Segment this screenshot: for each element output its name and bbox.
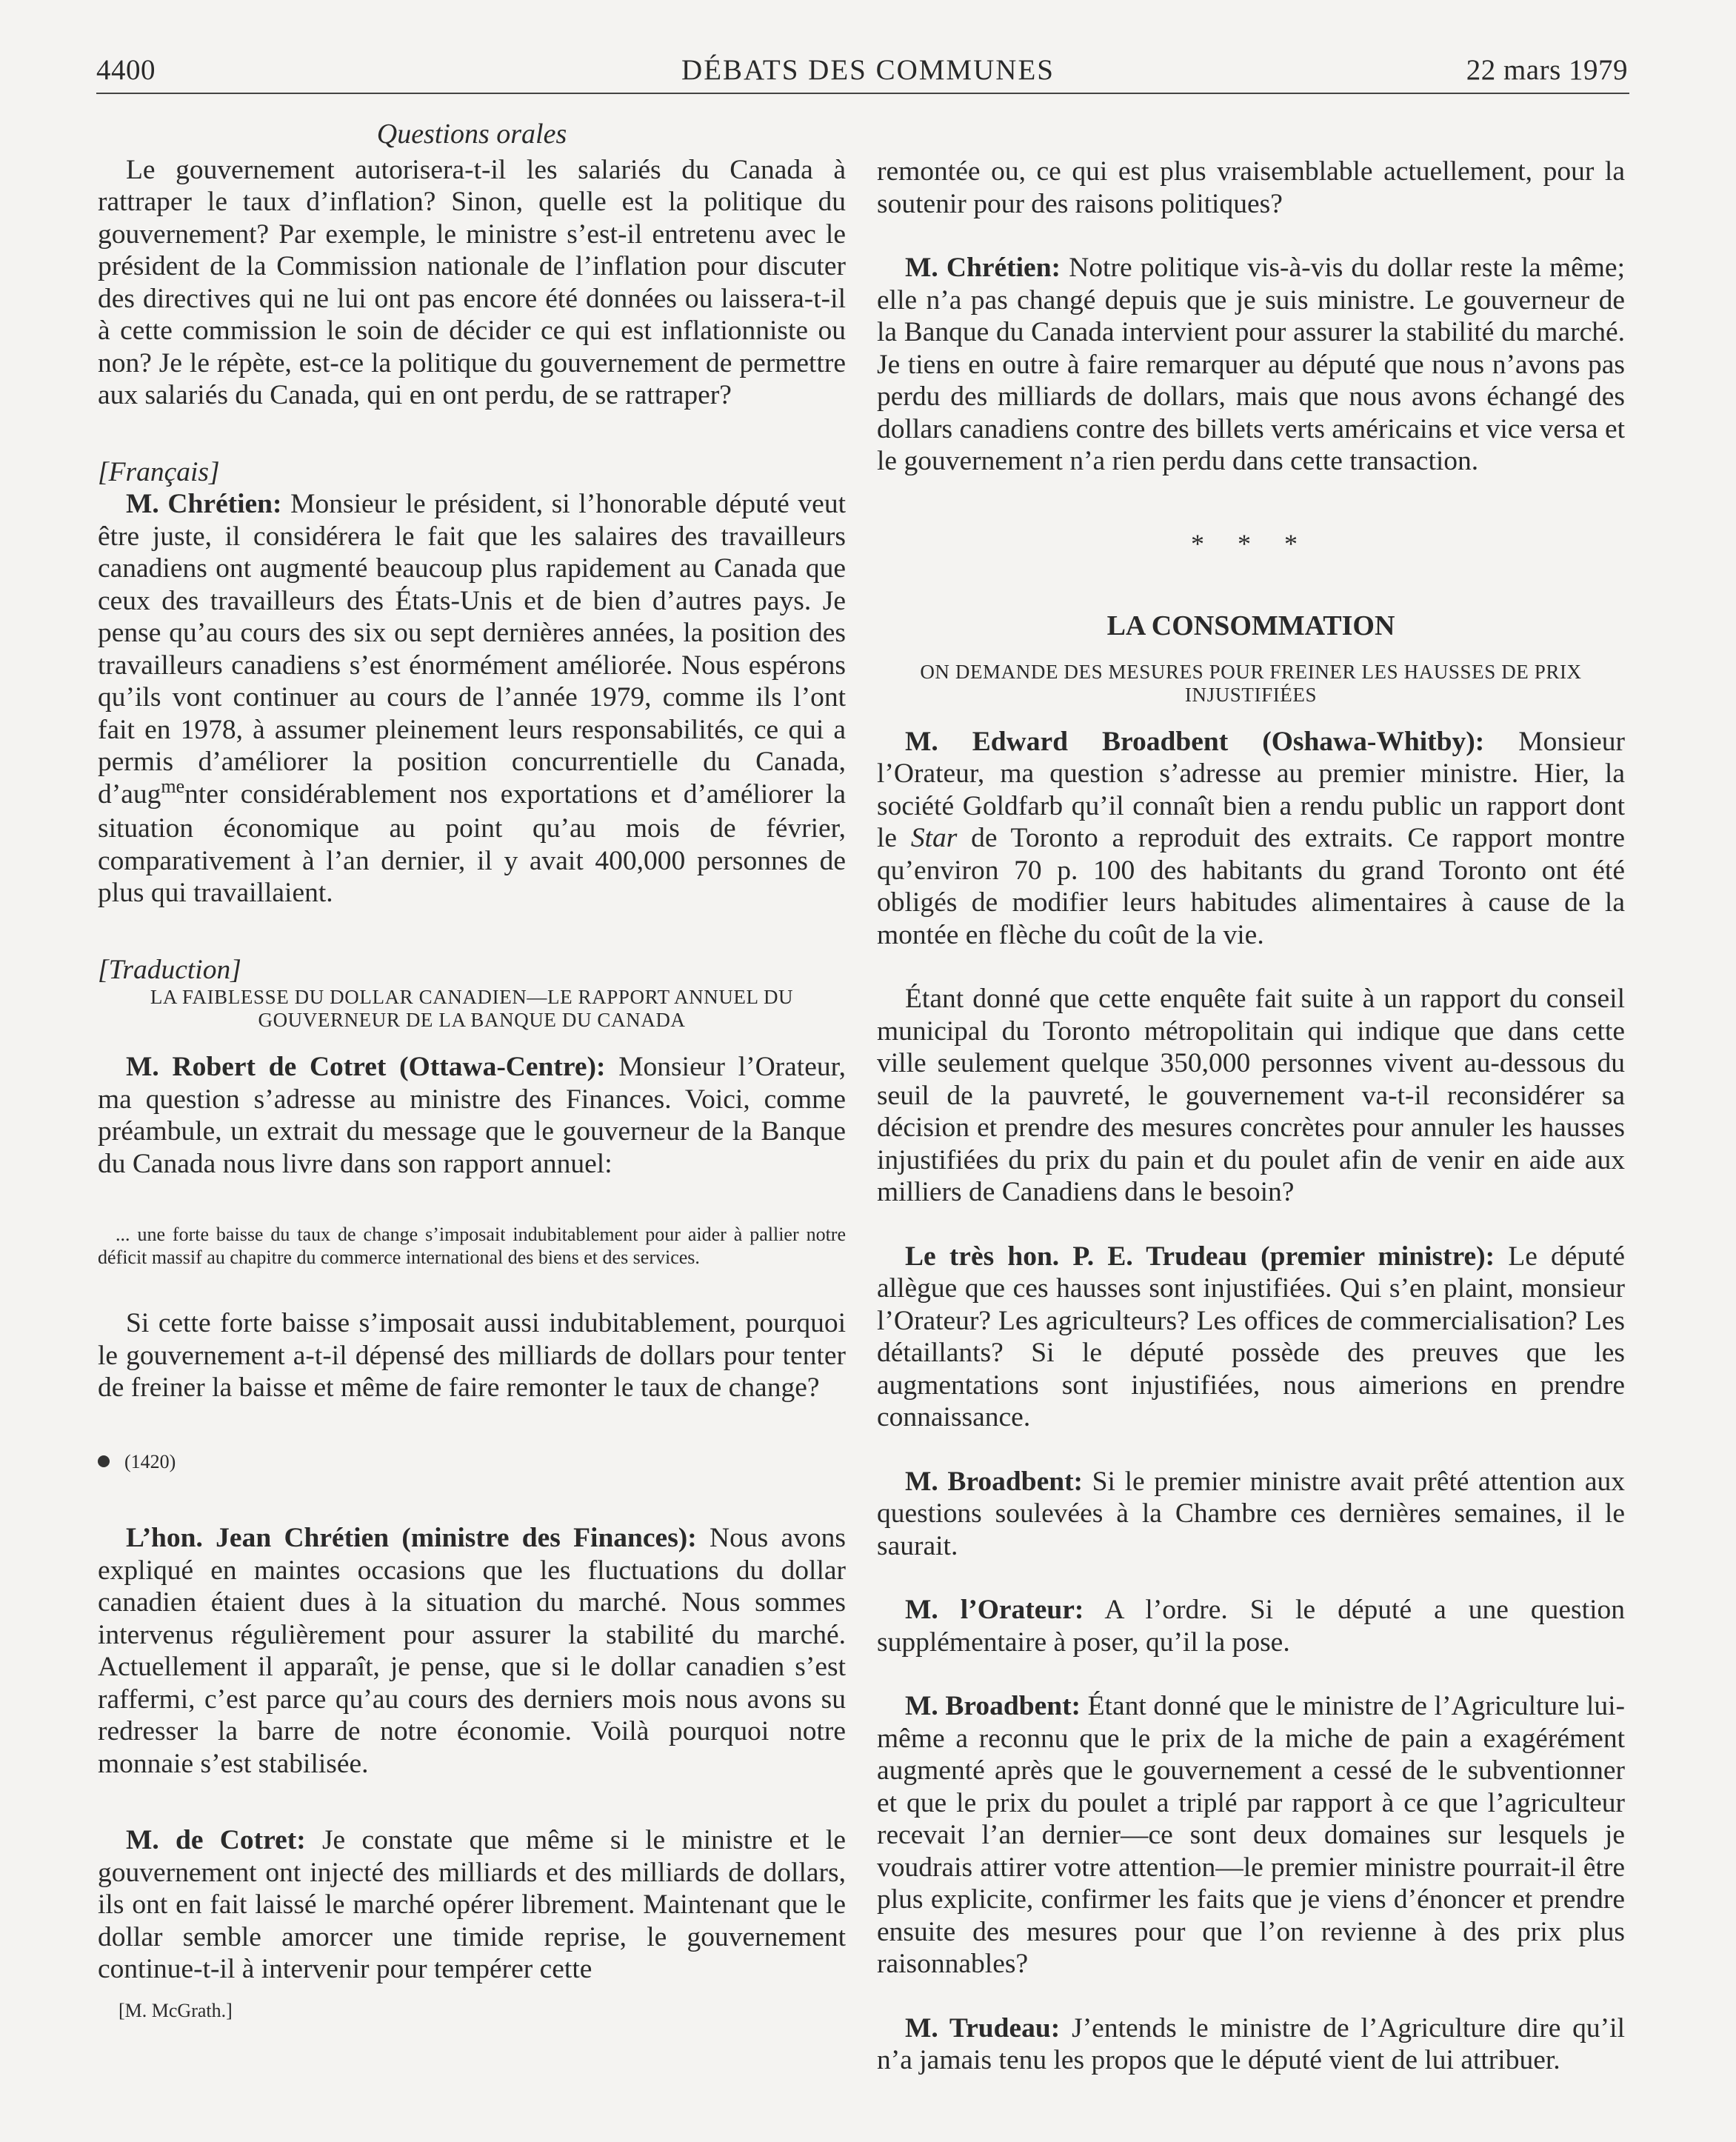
speech-text: J’entends le ministre de l’Agriculture dire qu’il n’a jamais tenu les propos que le député vient de lui attribuer.: [877, 2012, 1626, 2075]
header-rule: [96, 93, 1629, 94]
paragraph: [877, 2012, 1625, 2077]
newspaper-name: Star: [910, 823, 958, 853]
journal-title: DÉBATS DES COMMUNES: [681, 54, 1055, 86]
subheading: LA FAIBLESSE DU DOLLAR CANADIEN—LE RAPPORT ANNUEL DU GOUVERNEUR DE LA BANQUE DU CANADA: [150, 986, 794, 1031]
speech-text: Je constate que même si le ministre et le gouvernement ont injecté des milliards et des milliards de dollars, ils ont en fait laissé le marché opérer librement. Maintenant que le dollar semble amorcer une timide reprise, le gouvernement continue-t-il à intervenir pour tempérer cette: [98, 1825, 846, 1984]
paragraph: [877, 1594, 1625, 1658]
paragraph: [877, 1241, 1625, 1434]
paragraph: [877, 1690, 1625, 1981]
page-number: 4400: [96, 54, 156, 86]
speech-text: Monsieur l’Orateur, ma question s’adresse au ministre des Finances. Voici, comme préambule, un extrait du message que le gouverneur de la Banque du Canada nous livre dans son rapport annuel:: [98, 1052, 846, 1179]
language-tag: [Français]: [98, 456, 220, 487]
speaker-name: M. l’Orateur:: [905, 1595, 1084, 1625]
speaker-name: Le très hon. P. E. Trudeau (premier ministre):: [905, 1241, 1495, 1272]
paragraph: remontée ou, ce qui est plus vraisemblable actuellement, pour la soutenir pour des raisons politiques?: [877, 156, 1625, 219]
speaker-name: L’hon. Jean Chrétien (ministre des Finances):: [126, 1523, 697, 1553]
speech-text: Le député allègue que ces hausses sont injustifiées. Qui s’en plaint, monsieur l’Orateur? Les agriculteurs? Les offices de commercialisation? Les détaillants? Si le député possède des preuves que les augmentations sont injustifiées, nous aimerions en prendre connaissance.: [877, 1241, 1625, 1432]
speech-text: Étant donné que le ministre de l’Agriculture lui-même a reconnu que le prix de la miche de pain a exagérément augmenté après que le gouvernement a cessé de le subventionner et que le prix du poulet a triplé par rapport à ce que l’agriculteur recevait l’an dernier—ce sont deux domaines sur lesquels je voudrais attirer votre attention—le premier ministre pourrait-il être plus explicite, confirmer les faits que je viens d’énoncer et prendre ensuite des mesures pour que l’on revienne à des prix plus raisonnables?: [877, 1691, 1625, 1979]
speech-text: Nous avons expliqué en maintes occasions que les fluctuations du dollar canadien étaient dues à la situation du marché. Nous sommes intervenus régulièrement pour assurer la stabilité du marché. Actuellement il apparaît, je pense, que si le dollar canadien s’est raffermi, c’est parce qu’au cours des derniers mois nous avons su redresser la barre de notre économie. Voilà pourquoi notre monnaie s’est stabilisée.: [98, 1523, 847, 1779]
paragraph: Si cette forte baisse s’imposait aussi indubitablement, pourquoi le gouvernement a-t-il dépensé des milliards de dollars pour tenter de freiner la baisse et même de faire remonter le taux de change?: [98, 1308, 846, 1403]
paragraph: Le gouvernement autorisera-t-il les salariés du Canada à rattraper le taux d’inflation? Sinon, quelle est la politique du gouvernement? Par exemple, le ministre s’est-il entretenu avec le président de la Commission nationale de l’inflation pour discuter des directives qui ne lui ont pas encore été données ou laissera-t-il à cette commission le soin de décider ce qui est inflationniste ou non? Je le répète, est-ce la politique du gouvernement de permettre aux salariés du Canada, qui en ont perdu, de se rattraper?: [98, 154, 846, 410]
speaker-name: M. Chrétien:: [905, 253, 1061, 283]
right-column: [877, 156, 1625, 2077]
subheading: ON DEMANDE DES MESURES POUR FREINER LES HAUSSES DE PRIX INJUSTIFIÉES: [920, 660, 1582, 706]
bullet-icon: [98, 1455, 110, 1467]
speaker-name: M. Edward Broadbent (Oshawa-Whitby):: [905, 726, 1485, 757]
language-tag: [Traduction]: [98, 954, 241, 985]
time-marker-text: (1420): [124, 1450, 176, 1472]
speaker-name: M. Broadbent:: [905, 1691, 1081, 1721]
page-date: 22 mars 1979: [1466, 54, 1628, 86]
paragraph: [98, 1522, 846, 1780]
section-heading: Questions orales: [376, 119, 567, 150]
speech-text: Si le premier ministre avait prêté attention aux questions soulevées à la Chambre ces dernières semaines, il le saurait.: [877, 1466, 1625, 1561]
paragraph: [877, 1466, 1625, 1563]
section-separator: * * *: [1191, 528, 1311, 558]
speech-text: Monsieur l’Orateur, ma question s’adresse au premier ministre. Hier, la société Goldfarb qu’il connaît bien a rendu public un rapport dont le: [877, 726, 1625, 853]
speaker-name: M. Trudeau:: [905, 2012, 1061, 2043]
paragraph: [98, 1051, 846, 1180]
block-quote: ... une forte baisse du taux de change s’imposait indubitablement pour aider à pallier notre déficit massif au chapitre du commerce international des biens et des services.: [98, 1224, 846, 1268]
speaker-name: M. Robert de Cotret (Ottawa-Centre):: [126, 1052, 606, 1082]
speaker-name: M. de Cotret:: [126, 1825, 306, 1855]
footnote: [M. McGrath.]: [118, 1999, 233, 2021]
speech-text: nter considérablement nos exportations et d’améliorer la situation économique au point qu’au mois de février, comparativement à l’an dernier, il y avait 400,000 personnes de plus qui travaillaient.: [98, 778, 846, 908]
speech-text: Notre politique vis-à-vis du dollar reste la même; elle n’a pas changé depuis que je suis ministre. Le gouverneur de la Banque du Canada intervient pour assurer la stabilité du marché. Je tiens en outre à faire remarquer au député que nous n’avons pas perdu des milliards de dollars, mais que nous avons échangé des dollars canadiens contre des billets verts américains et vice versa et le gouvernement n’a rien perdu dans cette transaction.: [877, 253, 1626, 476]
speaker-name: M. Chrétien:: [126, 489, 282, 519]
paragraph: [98, 488, 846, 910]
paragraph: [877, 726, 1625, 952]
paragraph: [877, 252, 1625, 478]
speech-superscript: me: [161, 775, 185, 797]
time-marker: [98, 1446, 846, 1478]
paragraph: [98, 1824, 846, 1986]
speech-text: Monsieur le président, si l’honorable député veut être juste, il considérera le fait que les salaires des travailleurs canadiens ont augmenté beaucoup plus rapidement au Canada que ceux des travailleurs des États-Unis et de bien d’autres pays. Je pense qu’au cours des six ou sept dernières années, la position des travailleurs canadiens s’est énormément améliorée. Nous espérons qu’ils vont continuer au cours de l’année 1979, comme ils l’ont fait en 1978, à assumer pleinement leurs responsabilités, ce qui a permis d’améliorer la position concurrentielle du Canada, d’aug: [98, 489, 846, 810]
speaker-name: M. Broadbent:: [905, 1466, 1084, 1497]
paragraph: Étant donné que cette enquête fait suite à un rapport du conseil municipal du Toronto métropolitain qui indique que dans cette ville seulement quelque 350,000 personnes vivent au-dessous du seuil de la pauvreté, le gouvernement va-t-il reconsidérer sa décision et prendre des mesures concrètes pour annuler les hausses injustifiées du prix du pain et du poulet afin de venir en aide aux milliers de Canadiens dans le besoin?: [877, 984, 1625, 1207]
speech-text: A l’ordre. Si le député a une question supplémentaire à poser, qu’il la pose.: [877, 1595, 1625, 1658]
section-title: LA CONSOMMATION: [1106, 610, 1395, 641]
left-column: [98, 119, 846, 2026]
speech-text: de Toronto a reproduit des extraits. Ce rapport montre qu’environ 70 p. 100 des habitants du grand Toronto ont été obligés de modifier leurs habitudes alimentaires à cause de la montée en flèche du coût de la vie.: [877, 823, 1625, 950]
